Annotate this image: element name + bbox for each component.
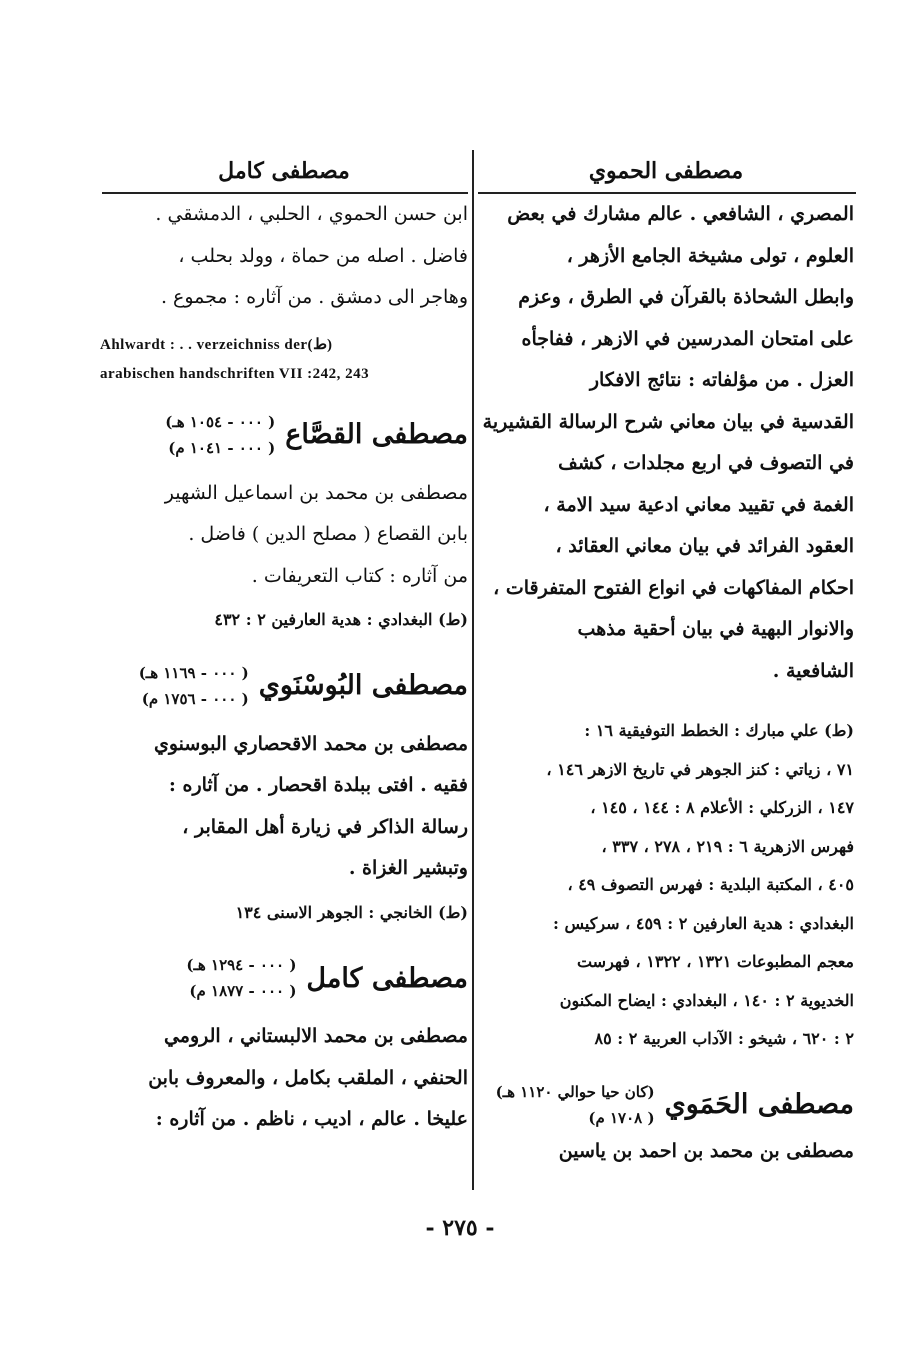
latin-reference-line: arabischen handschriften VII :242, 243 — [100, 365, 370, 382]
hijri-date: ( ٠٠٠ - ١٢٩٤ هـ) — [186, 956, 297, 974]
entry-name: مصطفى البُوسْنَوي — [258, 670, 468, 701]
reference-line: الخديوية ٢ : ١٤٠ ، البغدادي : ايضاح المكنون — [559, 990, 854, 1010]
entry-dates — [139, 660, 249, 712]
right-column — [478, 150, 854, 1172]
entry-text-hamawi-1 — [478, 194, 854, 692]
entry-name: مصطفى القصَّاع — [285, 419, 468, 450]
reference-line: (ط) البغدادي : هدية العارفين ٢ : ٤٣٢ — [214, 610, 468, 629]
entry-dates — [496, 1079, 655, 1131]
entry-text-hamawi-continued — [100, 194, 468, 319]
text-line: وابطل الشحاذة بالقرآن في الطرق ، وعزم — [518, 286, 854, 308]
text-line: فقيه . افتى ببلدة اقحصار . من آثاره : — [168, 774, 468, 796]
entry-dates — [186, 952, 296, 1004]
page-number: - ٢٧٥ - — [425, 1215, 495, 1241]
text-line: مصطفى بن محمد بن احمد بن ياسين — [558, 1139, 854, 1162]
entry-dates — [165, 409, 275, 461]
reference-line: ٤٠٥ ، المكتبة البلدية : فهرس التصوف ٤٩ ، — [567, 875, 854, 894]
text-line: العقود الفرائد في بيان معاني العقائد ، — [555, 535, 854, 557]
entry-name: مصطفى الحَمَوي — [664, 1089, 854, 1120]
reference-line: فهرس الازهرية ٦ : ٢١٩ ، ٢٧٨ ، ٣٣٧ ، — [601, 836, 854, 856]
text-line: العلوم ، تولى مشيخة الجامع الأزهر ، — [566, 244, 854, 267]
text-line: رسالة الذاكر في زيارة أهل المقابر ، — [182, 815, 468, 838]
latin-reference-line: Ahlwardt : . . verzeichniss der(ط) — [100, 336, 333, 353]
text-line: مصطفى بن محمد الاقحصاري البوسنوي — [153, 732, 468, 755]
entry-heading-kamil — [100, 952, 468, 1004]
text-line: الشافعية . — [772, 659, 854, 682]
text-line: بابن القصاع ( مصلح الدين ) فاضل . — [188, 523, 468, 545]
gregorian-date: ( ٠٠٠ - ١٠٤١ م) — [168, 438, 276, 457]
gregorian-date: ( ٠٠٠ - ١٨٧٧ م) — [189, 982, 297, 1000]
entry-heading-busnawi — [100, 660, 468, 712]
text-line: ابن حسن الحموي ، الحلبي ، الدمشقي . — [155, 203, 468, 225]
entry-heading-qassa — [100, 409, 468, 461]
reference-line: (ط) علي مبارك : الخطط التوفيقية ١٦ : — [584, 721, 854, 740]
left-column — [100, 150, 468, 1141]
hijri-date: ( ٠٠٠ - ١٠٥٤ هـ) — [165, 412, 276, 431]
entry-name: مصطفى كامل — [306, 962, 468, 994]
text-line: الغمة في تقييد معاني ادعية سيد الامة ، — [543, 493, 854, 516]
hijri-date: (كان حيا حوالي ١١٢٠ هـ) — [495, 1082, 655, 1101]
left-running-header: مصطفى كامل — [218, 158, 350, 184]
text-line: الحنفي ، الملقب بكامل ، والمعروف بابن — [148, 1066, 468, 1089]
entry-heading-hamawi-2 — [478, 1079, 854, 1131]
reference-line: معجم المطبوعات ١٣٢١ ، ١٣٢٢ ، فهرست — [576, 952, 854, 971]
text-line: على امتحان المدرسين في الازهر ، ففاجأه — [521, 327, 854, 350]
reference-line: ١٤٧ ، الزركلي : الأعلام ٨ : ١٤٤ ، ١٤٥ ، — [590, 798, 854, 817]
reference-line: البغدادي : هدية العارفين ٢ : ٤٥٩ ، سركيس : — [553, 913, 854, 933]
text-line: من آثاره : كتاب التعريفات . — [251, 564, 468, 587]
column-divider — [472, 150, 474, 1190]
text-line: عليخا . عالم ، اديب ، ناظم . من آثاره : — [155, 1108, 468, 1130]
text-line: والانوار البهية في بيان أحقية مذهب — [577, 618, 854, 640]
reference-line: ٧١ ، زياتي : كنز الجوهر في تاريخ الازهر ١٤٦ ، — [546, 759, 854, 779]
text-line: في التصوف في اربع مجلدات ، كشف — [558, 452, 854, 474]
reference-line: (ط) الخانجي : الجوهر الاسنى ١٣٤ — [235, 902, 468, 922]
hijri-date: ( ٠٠٠ - ١١٦٩ هـ) — [138, 663, 249, 682]
text-line: مصطفى بن محمد بن اسماعيل الشهير — [164, 481, 468, 504]
text-line: وتبشير الغزاة . — [348, 857, 468, 879]
text-line: العزل . من مؤلفاته : نتائج الافكار — [589, 369, 854, 391]
gregorian-date: ( ٠٠٠ - ١٧٥٦ م) — [141, 689, 249, 708]
references-hamawi-1 — [478, 712, 854, 1059]
text-line: مصطفى بن محمد الالبستاني ، الرومي — [163, 1025, 468, 1047]
text-line: وهاجر الى دمشق . من آثاره : مجموع . — [160, 286, 468, 308]
text-line: فاضل . اصله من حماة ، وولد بحلب ، — [178, 244, 468, 267]
reference-line: ٢ : ٦٢٠ ، شيخو : الآداب العربية ٢ : ٨٥ — [594, 1029, 854, 1048]
text-line: احكام المفاكهات في انواع الفتوح المتفرقات ، — [493, 576, 854, 599]
right-running-header: مصطفى الحموي — [588, 158, 744, 184]
gregorian-date: ( ١٧٠٨ م) — [588, 1108, 655, 1127]
text-line: القدسية في بيان معاني شرح الرسالة القشيرية — [482, 410, 854, 433]
text-line: المصري ، الشافعي . عالم مشارك في بعض — [507, 203, 854, 225]
